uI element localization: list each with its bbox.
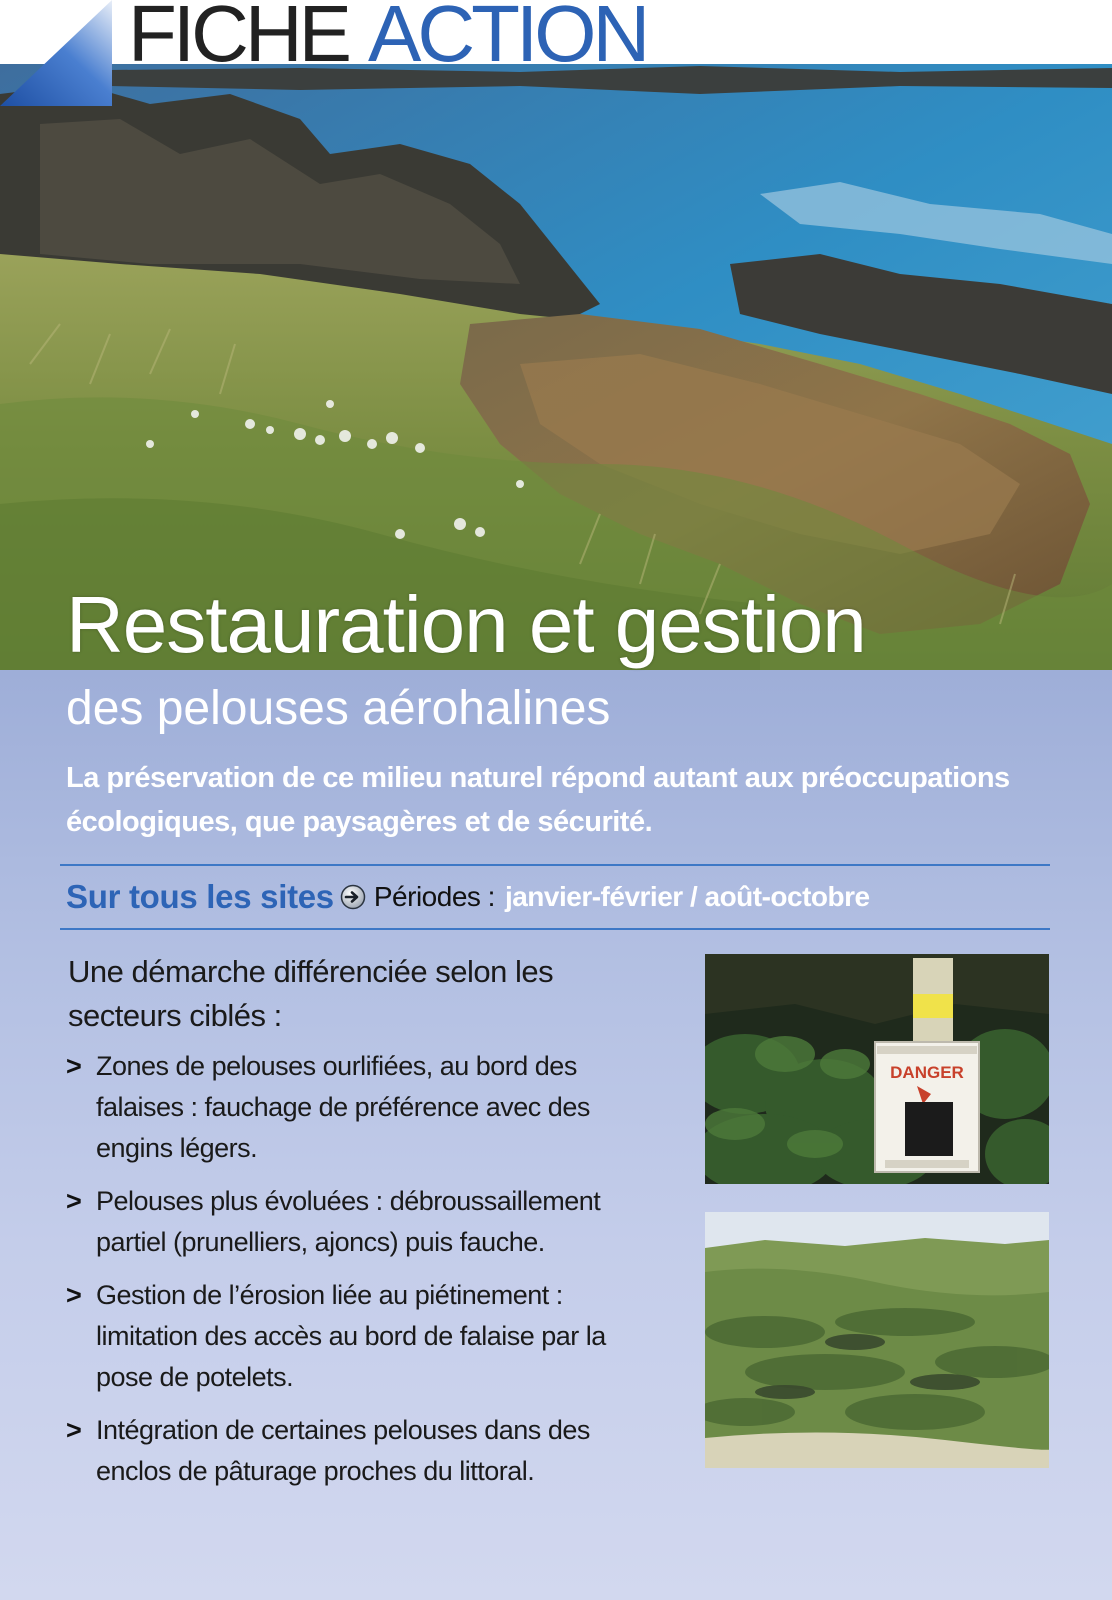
page-subtitle: des pelouses aérohalines bbox=[66, 682, 611, 735]
divider-bottom bbox=[60, 928, 1050, 930]
title-word-fiche: FICHE bbox=[128, 0, 348, 78]
sites-label: Sur tous les sites bbox=[66, 878, 334, 915]
intro-paragraph: La préservation de ce milieu naturel répond autant aux préoccupations écologiques, que paysagères et de sécurité. bbox=[66, 762, 1010, 838]
measures-list bbox=[66, 1046, 666, 1504]
measure-text: Zones de pelouses ourlifiées, au bord des falaises : fauchage de préférence avec des engins légers. bbox=[96, 1051, 590, 1163]
title-word-action: ACTION bbox=[368, 0, 647, 78]
approach-heading: Une démarche différenciée selon les secteurs ciblés : bbox=[68, 954, 554, 1033]
bullet-chevron-icon: > bbox=[66, 1280, 82, 1310]
bullet-chevron-icon: > bbox=[66, 1186, 82, 1216]
corner-triangle-decoration bbox=[0, 0, 112, 112]
list-item bbox=[66, 1181, 666, 1263]
periods-value: janvier-février / août-octobre bbox=[504, 881, 870, 912]
arrow-right-circle-icon bbox=[340, 884, 366, 910]
sites-periods-bar bbox=[66, 872, 870, 922]
photo-grassland bbox=[705, 1212, 1049, 1468]
danger-sign-label: DANGER bbox=[890, 1063, 964, 1082]
page-title: Restauration et gestion bbox=[66, 580, 866, 669]
fiche-action-title bbox=[128, 0, 647, 78]
photo-danger-sign bbox=[705, 954, 1049, 1184]
list-item bbox=[66, 1046, 666, 1169]
list-item bbox=[66, 1410, 666, 1492]
periods-label: Périodes : bbox=[373, 881, 495, 912]
measure-text: Pelouses plus évoluées : débroussaillement partiel (prunelliers, ajoncs) puis fauche. bbox=[96, 1186, 601, 1257]
list-item bbox=[66, 1275, 666, 1398]
measure-text: Intégration de certaines pelouses dans des enclos de pâturage proches du littoral. bbox=[96, 1415, 590, 1486]
divider-top bbox=[60, 864, 1050, 866]
bullet-chevron-icon: > bbox=[66, 1051, 82, 1081]
bullet-chevron-icon: > bbox=[66, 1415, 82, 1445]
measure-text: Gestion de l’érosion liée au piétinement : limitation des accès au bord de falaise par la pose de potelets. bbox=[96, 1280, 606, 1392]
